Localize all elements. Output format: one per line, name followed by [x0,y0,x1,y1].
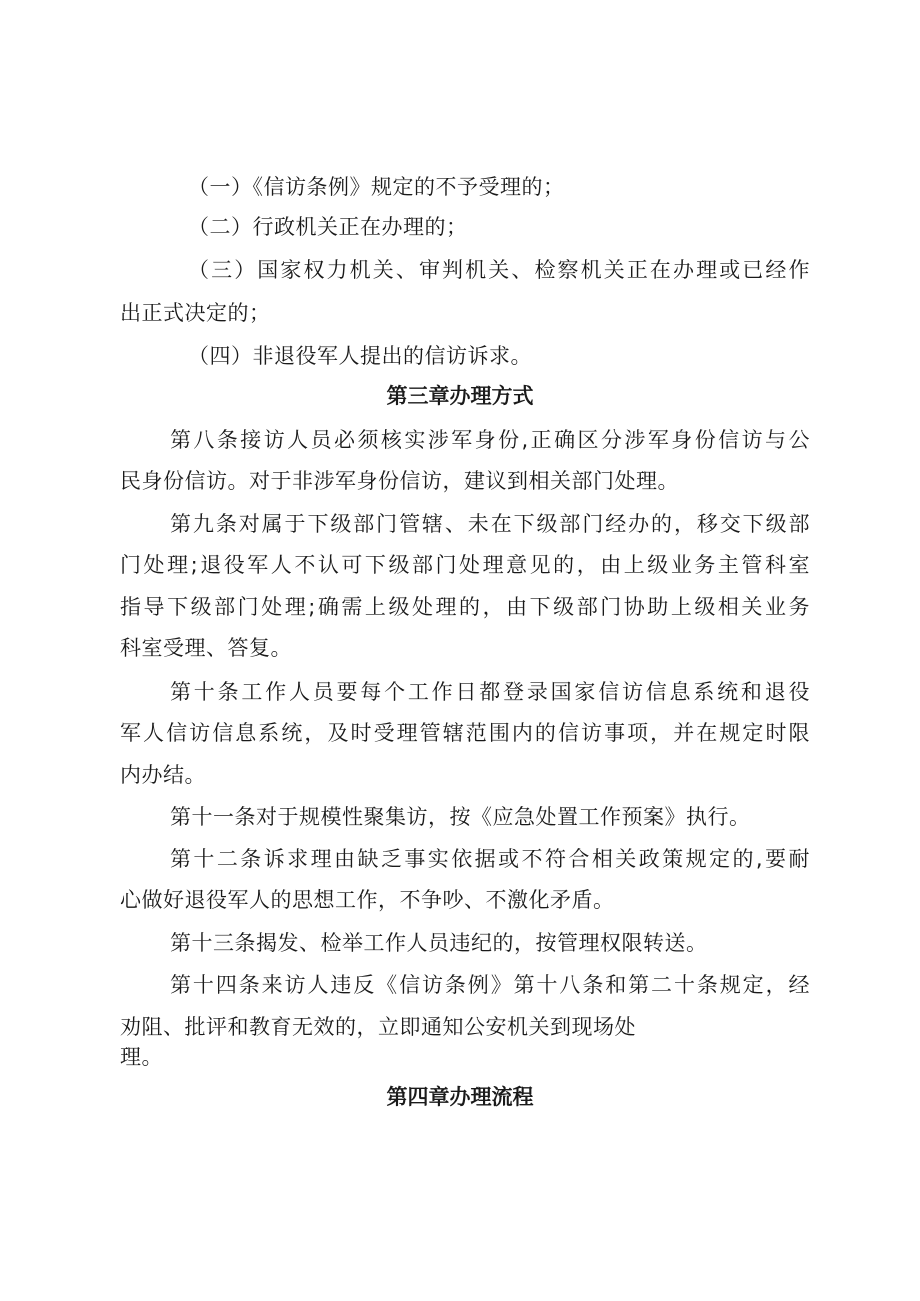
list-item-1: （一）《信访条例》规定的不予受理的； [188,175,565,199]
list-item-3-line-2: 出正式决定的； [120,301,271,325]
article-12-line-2: 心做好退役军人的思想工作，不争吵、不激化矛盾。 [120,888,615,912]
list-item-2: （二）行政机关正在办理的； [188,215,468,239]
chapter-3-heading: 第三章办理方式 [386,384,534,408]
article-14-line-1: 第十四条来访人违反《信访条例》第十八条和第二十条规定，经 [170,973,810,997]
list-item-4: （四）非退役军人提出的信访诉求。 [188,344,532,368]
article-10-line-1: 第十条工作人员要每个工作日都登录国家信访信息系统和退役 [170,680,810,704]
article-14-line-2: 劝阻、批评和教育无效的，立即通知公安机关到现场处 [120,1015,636,1039]
article-8-line-1: 第八条接访人员必须核实涉军身份,正确区分涉军身份信访与公 [170,428,810,452]
article-8-line-2: 民身份信访。对于非涉军身份信访，建议到相关部门处理。 [120,469,679,493]
article-9-line-3: 指导下级部门处理;确需上级处理的，由下级部门协助上级相关业务 [120,595,810,619]
article-9-line-1: 第九条对属于下级部门管辖、未在下级部门经办的，移交下级部 [170,512,810,536]
chapter-4-heading: 第四章办理流程 [386,1085,534,1109]
list-item-3-line-1: （三）国家权力机关、审判机关、检察机关正在办理或已经作 [188,258,810,282]
article-10-line-3: 内办结。 [120,763,206,787]
article-10-line-2: 军人信访信息系统，及时受理管辖范围内的信访事项，并在规定时限 [120,721,810,745]
article-11: 第十一条对于规模性聚集访，按《应急处置工作预案》执行。 [170,805,751,829]
article-9-line-2: 门处理;退役军人不认可下级部门处理意见的，由上级业务主管科室 [120,553,810,577]
article-12-line-1: 第十二条诉求理由缺乏事实依据或不符合相关政策规定的,要耐 [170,847,810,871]
article-13: 第十三条揭发、检举工作人员违纪的，按管理权限转送。 [170,931,708,955]
article-9-line-4: 科室受理、答复。 [120,636,292,660]
article-14-line-3: 理。 [120,1045,163,1069]
